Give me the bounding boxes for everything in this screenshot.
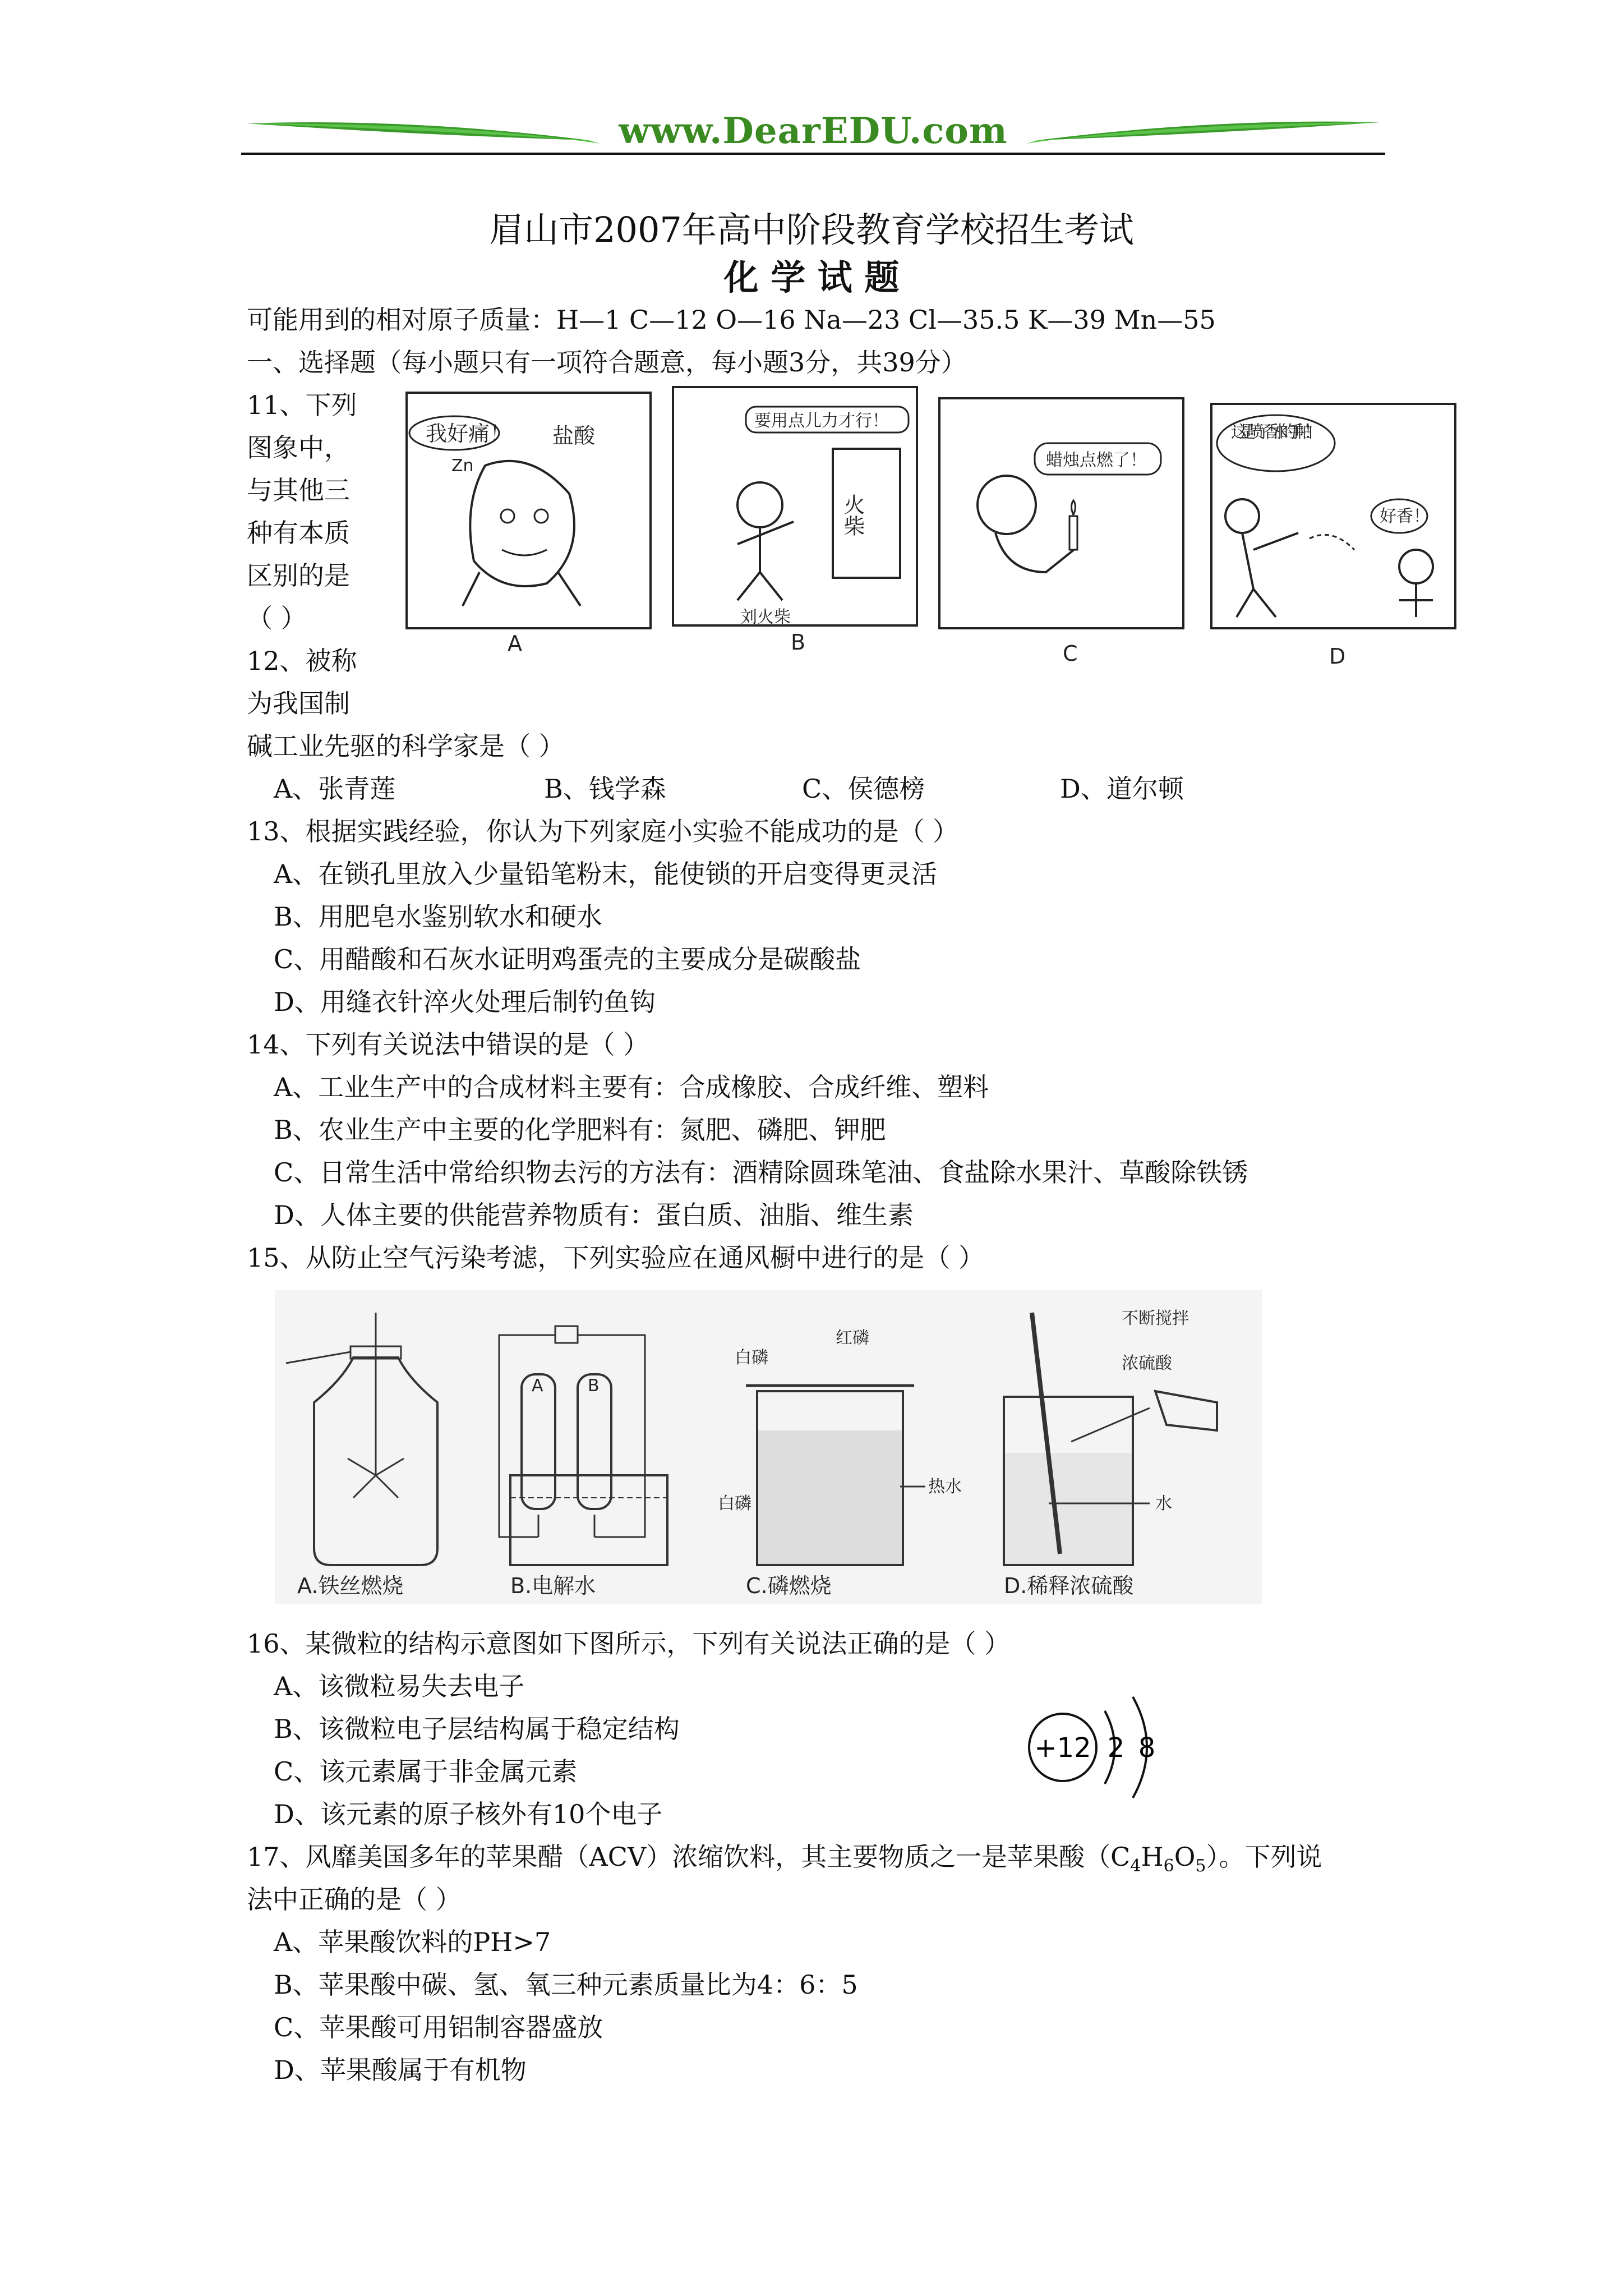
q13-option-d: D、用缝衣针淬火处理后制钓鱼钩 [274, 987, 656, 1017]
q15-fig-c-white-top: 白磷 [735, 1348, 768, 1368]
formula-h: H [1141, 1842, 1164, 1872]
q11-b-label: B [791, 630, 806, 655]
q17-option-c: C、苹果酸可用铝制容器盛放 [274, 2012, 603, 2042]
q11-figures [401, 381, 1523, 673]
q11-panel-d [1211, 404, 1455, 669]
nucleus-charge: +12 [1034, 1732, 1091, 1764]
q15-fig-d [1004, 1309, 1217, 1598]
q11-a-note: Zn [451, 456, 474, 476]
q15-fig-c-water: 热水 [928, 1477, 962, 1497]
q12-line-1: 12、被称 [247, 646, 357, 676]
q14-stem: 14、下列有关说法中错误的是（ ） [247, 1029, 649, 1060]
q15-figures [275, 1290, 1262, 1604]
q15-fig-d-water: 水 [1155, 1494, 1172, 1513]
q12-option-c: C、侯德榜 [802, 774, 925, 804]
q12-option-d: D、道尔顿 [1060, 774, 1184, 804]
q15-fig-b-tube-b: B [588, 1376, 600, 1396]
q12-option-a: A、张青莲 [274, 774, 396, 804]
q11-b-bubble: 要用点儿力才行！ [754, 411, 889, 431]
q13-stem: 13、根据实践经验，你认为下列家庭小实验不能成功的是（ ） [247, 816, 959, 846]
q12-option-b: B、钱学森 [544, 774, 666, 804]
q12-line-2: 为我国制 [247, 688, 350, 719]
q11-a-label: A [508, 631, 522, 656]
page-title: 眉山市2007年高中阶段教育学校招生考试 [489, 209, 1134, 250]
q11-d-bubble2: 好香！ [1380, 507, 1430, 526]
q16-option-a: A、该微粒易失去电子 [274, 1671, 525, 1701]
q17-stem-line-2: 法中正确的是（ ） [247, 1884, 462, 1915]
q11-c-label: C [1063, 641, 1078, 666]
q17-stem-line-1 [247, 1840, 1322, 1883]
page-subtitle: 化 学 试 题 [723, 257, 900, 298]
shell-1-count: 2 [1107, 1732, 1125, 1764]
q11-panel-b [673, 387, 917, 655]
q14-option-a: A、工业生产中的合成材料主要有：合成橡胶、合成纤维、塑料 [274, 1072, 989, 1102]
q11-line-5: 区别的是 [247, 560, 350, 591]
section-heading: 一、选择题（每小题只有一项符合题意，每小题3分，共39分） [247, 347, 967, 378]
q15-fig-b-label: B.电解水 [510, 1573, 596, 1598]
q15-fig-d-stir: 不断搅拌 [1122, 1309, 1189, 1328]
q15-fig-c-red: 红磷 [836, 1328, 869, 1348]
site-logo: www.DearEDU.com [619, 110, 1008, 152]
formula-h-sub: 6 [1163, 1856, 1174, 1876]
formula-c: C [1110, 1842, 1131, 1872]
q15-fig-c-white-bottom: 白磷 [718, 1494, 751, 1513]
header-rule [241, 153, 1385, 155]
q11-d-bubble: 这是喷了香水的手帕！ [1231, 422, 1321, 442]
q13-option-c: C、用醋酸和石灰水证明鸡蛋壳的主要成分是碳酸盐 [274, 944, 861, 974]
q11-b-caption: 刘火柴 [740, 608, 791, 627]
q11-a-bubble: 我好痛！ [426, 421, 511, 446]
q11-d-label: D [1329, 644, 1346, 669]
q17-option-d: D、苹果酸属于有机物 [274, 2055, 527, 2085]
q13-option-a: A、在锁孔里放入少量铅笔粉末，能使锁的开启变得更灵活 [274, 859, 938, 889]
q16-option-b: B、该微粒电子层结构属于稳定结构 [274, 1714, 680, 1744]
q17-stem-post: ）。下列说 [1206, 1842, 1322, 1872]
q15-fig-b-tube-a: A [532, 1376, 543, 1396]
q16-option-d: D、该元素的原子核外有10个电子 [274, 1799, 663, 1829]
q15-fig-a [286, 1313, 437, 1598]
q11-line-6: （ ） [247, 603, 307, 633]
q11-panel-a [407, 393, 651, 656]
q15-fig-b [499, 1326, 667, 1598]
q15-fig-c [718, 1328, 962, 1598]
q14-option-d: D、人体主要的供能营养物质有：蛋白质、油脂、维生素 [274, 1200, 914, 1230]
q16-option-c: C、该元素属于非金属元素 [274, 1756, 578, 1787]
q14-option-b: B、农业生产中主要的化学肥料有：氮肥、磷肥、钾肥 [274, 1115, 886, 1145]
q17-stem-pre: 17、风靡美国多年的苹果醋（ACV）浓缩饮料，其主要物质之一是苹果酸（ [247, 1842, 1111, 1872]
q14-option-c: C、日常生活中常给织物去污的方法有：酒精除圆珠笔油、食盐除水果汁、草酸除铁锈 [274, 1157, 1248, 1188]
q11-b-box: 火柴 [840, 494, 865, 536]
q11-line-4: 种有本质 [247, 518, 350, 548]
q12-stem: 碱工业先驱的科学家是（ ） [247, 731, 565, 761]
formula-c-sub: 4 [1130, 1856, 1141, 1876]
q15-fig-a-label: A.铁丝燃烧 [297, 1573, 404, 1598]
q17-option-a: A、苹果酸饮料的PH>7 [274, 1927, 551, 1957]
q15-fig-d-acid: 浓硫酸 [1122, 1354, 1172, 1373]
q13-option-b: B、用肥皂水鉴别软水和硬水 [274, 901, 602, 932]
q11-c-bubble: 蜡烛点燃了！ [1046, 450, 1147, 470]
q11-panel-c [939, 398, 1183, 666]
formula-o: O [1174, 1842, 1196, 1872]
q15-stem: 15、从防止空气污染考滤，下列实验应在通风橱中进行的是（ ） [247, 1243, 985, 1273]
q11-line-3: 与其他三 [247, 475, 350, 505]
q11-line-2: 图象中， [247, 432, 350, 463]
atomic-mass-line: 可能用到的相对原子质量：H—1 C—12 O—16 Na—23 Cl—35.5 K—39 Mn—55 [247, 305, 1216, 335]
atom-structure-diagram [1021, 1688, 1166, 1801]
q15-fig-c-label: C.磷燃烧 [746, 1573, 832, 1598]
shell-2-count: 8 [1138, 1732, 1156, 1764]
q16-stem: 16、某微粒的结构示意图如下图所示，下列有关说法正确的是（ ） [247, 1628, 1011, 1659]
q11-a-tag: 盐酸 [552, 424, 596, 448]
q15-fig-d-label: D.稀释浓硫酸 [1004, 1573, 1134, 1598]
q11-line-1: 11、下列 [247, 390, 357, 420]
header-banner [241, 107, 1385, 157]
q17-option-b: B、苹果酸中碳、氢、氧三种元素质量比为4：6：5 [274, 1970, 858, 2000]
formula-o-sub: 5 [1195, 1856, 1206, 1876]
